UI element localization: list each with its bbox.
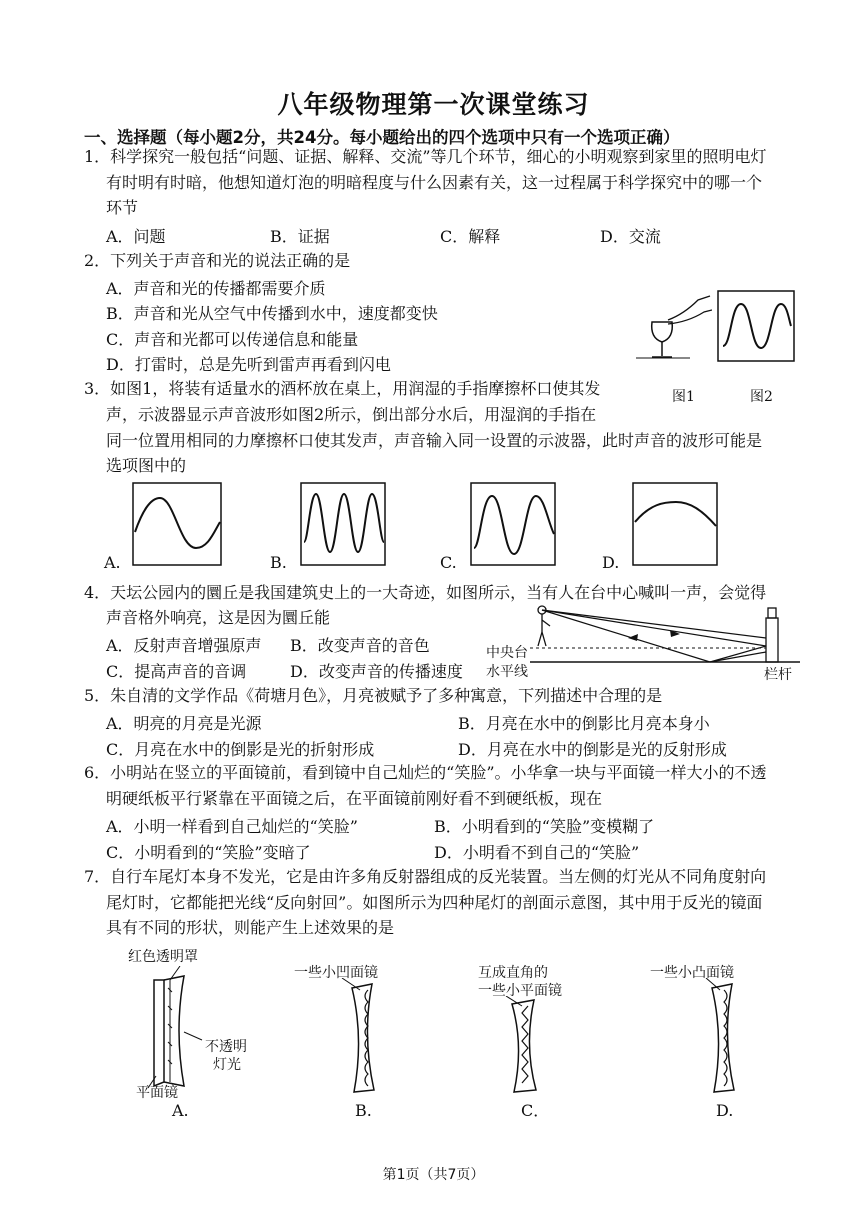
q4-fig-rail-label: 栏杆 (764, 667, 792, 683)
q7-option-c: C． (521, 1101, 550, 1120)
q3-line-3: 同一位置用相同的力摩擦杯口使其发声，声音输入同一设置的示波器，此时声音的波形可能是 (106, 431, 763, 450)
section-heading: 一、选择题（每小题2分，共24分。每小题给出的四个选项中只有一个选项正确） (84, 128, 680, 147)
waveform-option-a (132, 482, 222, 566)
q4-option-a: A．反射声音增强原声 (106, 636, 262, 655)
q4-option-b: B．改变声音的音色 (290, 636, 430, 655)
q6-option-c: C．小明看到的“笑脸”变暗了 (106, 843, 311, 862)
q1-option-d: D．交流 (600, 227, 661, 246)
q5-option-c: C．月亮在水中的倒影是光的折射形成 (106, 740, 375, 759)
q4-option-d: D．改变声音的传播速度 (290, 662, 463, 681)
oscilloscope-figure-2 (717, 290, 795, 362)
waveform-option-c (470, 482, 556, 566)
q4-fig-center-label: 中央台 (486, 645, 528, 661)
q7-figb-top-label: 一些小凹面镜 (294, 965, 378, 981)
q2-option-c: C．声音和光都可以传递信息和能量 (106, 330, 359, 349)
q7-line-1: 7．自行车尾灯本身不发光，它是由许多角反射器组成的反光装置。当左侧的灯光从不同角度射向 (84, 867, 767, 886)
q6-line-2: 明硬纸板平行紧靠在平面镜之后，在平面镜前刚好看不到硬纸板，现在 (106, 789, 603, 808)
q3-line-4: 选项图中的 (106, 456, 187, 475)
q5-option-d: D．月亮在水中的倒影是光的反射形成 (458, 740, 727, 759)
figure-2-label: 图2 (750, 389, 773, 405)
page-title: 八年级物理第一次课堂练习 (277, 90, 590, 119)
q2-option-d: D．打雷时，总是先听到雷声再看到闪电 (106, 355, 391, 374)
q2-stem: 2．下列关于声音和光的说法正确的是 (84, 251, 351, 270)
q2-option-b: B．声音和光从空气中传播到水中，速度都变快 (106, 304, 438, 323)
q4-line-1: 4．天坛公园内的圜丘是我国建筑史上的一大奇迹，如图所示，当有人在台中心喊叫一声，会觉得 (84, 583, 767, 602)
q7-figa-top-label: 红色透明罩 (128, 949, 198, 965)
q7-figure-d (700, 978, 756, 1096)
wine-glass-figure (632, 290, 712, 365)
q5-stem: 5．朱自清的文学作品《荷塘月色》，月亮被赋予了多种寓意，下列描述中合理的是 (84, 686, 663, 705)
q7-figc-top-label-1: 互成直角的 (478, 965, 548, 981)
q1-option-c: C．解释 (440, 227, 501, 246)
waveform-option-d (632, 482, 718, 566)
q7-option-a: A. (172, 1101, 189, 1120)
q7-figa-right-label-2: 灯光 (213, 1057, 241, 1073)
echo-wall-figure (530, 604, 800, 666)
q6-option-d: D．小明看不到自己的“笑脸” (434, 843, 640, 862)
q7-figure-a (140, 966, 210, 1096)
q4-option-c: C．提高声音的音调 (106, 662, 247, 681)
q6-option-b: B．小明看到的“笑脸”变模糊了 (434, 817, 655, 836)
q1-line-2: 有时明有时暗，他想知道灯泡的明暗程度与什么因素有关，这一过程属于科学探究中的哪一个 (106, 173, 763, 192)
q3-option-b: B. (270, 553, 287, 572)
q7-line-2: 尾灯时，它都能把光线“反向射回”。如图所示为四种尾灯的剖面示意图，其中用于反光的镜面 (106, 893, 763, 912)
page-footer: 第1页（共7页） (382, 1167, 485, 1183)
q5-option-b: B．月亮在水中的倒影比月亮本身小 (458, 714, 710, 733)
q7-option-d: D. (716, 1101, 734, 1120)
q4-fig-level-label: 水平线 (486, 664, 528, 680)
q3-option-c: C. (440, 553, 457, 572)
q7-figa-bottom-label: 平面镜 (136, 1085, 178, 1101)
q3-line-1: 3．如图1，将装有适量水的酒杯放在桌上，用润湿的手指摩擦杯口使其发 (84, 379, 601, 398)
q7-option-b: B. (355, 1101, 372, 1120)
q7-figa-right-label-1: 不透明 (205, 1039, 247, 1055)
q2-option-a: A．声音和光的传播都需要介质 (106, 279, 326, 298)
q1-option-a: A．问题 (106, 227, 166, 246)
q6-line-1: 6．小明站在竖立的平面镜前，看到镜中自己灿烂的“笑脸”。小华拿一块与平面镜一样大小的不透 (84, 763, 767, 782)
q1-option-b: B．证据 (270, 227, 330, 246)
q3-option-d: D. (602, 553, 620, 572)
waveform-option-b (300, 482, 386, 566)
q1-line-1: 1．科学探究一般包括“问题、证据、解释、交流”等几个环节，细心的小明观察到家里的照明电灯 (84, 147, 767, 166)
figure-1-label: 图1 (672, 389, 695, 405)
q7-line-3: 具有不同的形状，则能产生上述效果的是 (106, 918, 395, 937)
q3-option-a: A. (104, 553, 121, 572)
q3-line-2: 声，示波器显示声音波形如图2所示，倒出部分水后，用湿润的手指在 (106, 405, 597, 424)
q7-figure-b (338, 978, 394, 1096)
q7-figure-c (500, 996, 556, 1096)
q4-line-2: 声音格外响亮，这是因为圜丘能 (106, 608, 331, 627)
q6-option-a: A．小明一样看到自己灿烂的“笑脸” (106, 817, 358, 836)
q1-line-3: 环节 (106, 198, 139, 217)
q7-figd-top-label: 一些小凸面镜 (650, 965, 734, 981)
q7-figc-top-label-2: 一些小平面镜 (478, 983, 562, 999)
q5-option-a: A．明亮的月亮是光源 (106, 714, 262, 733)
